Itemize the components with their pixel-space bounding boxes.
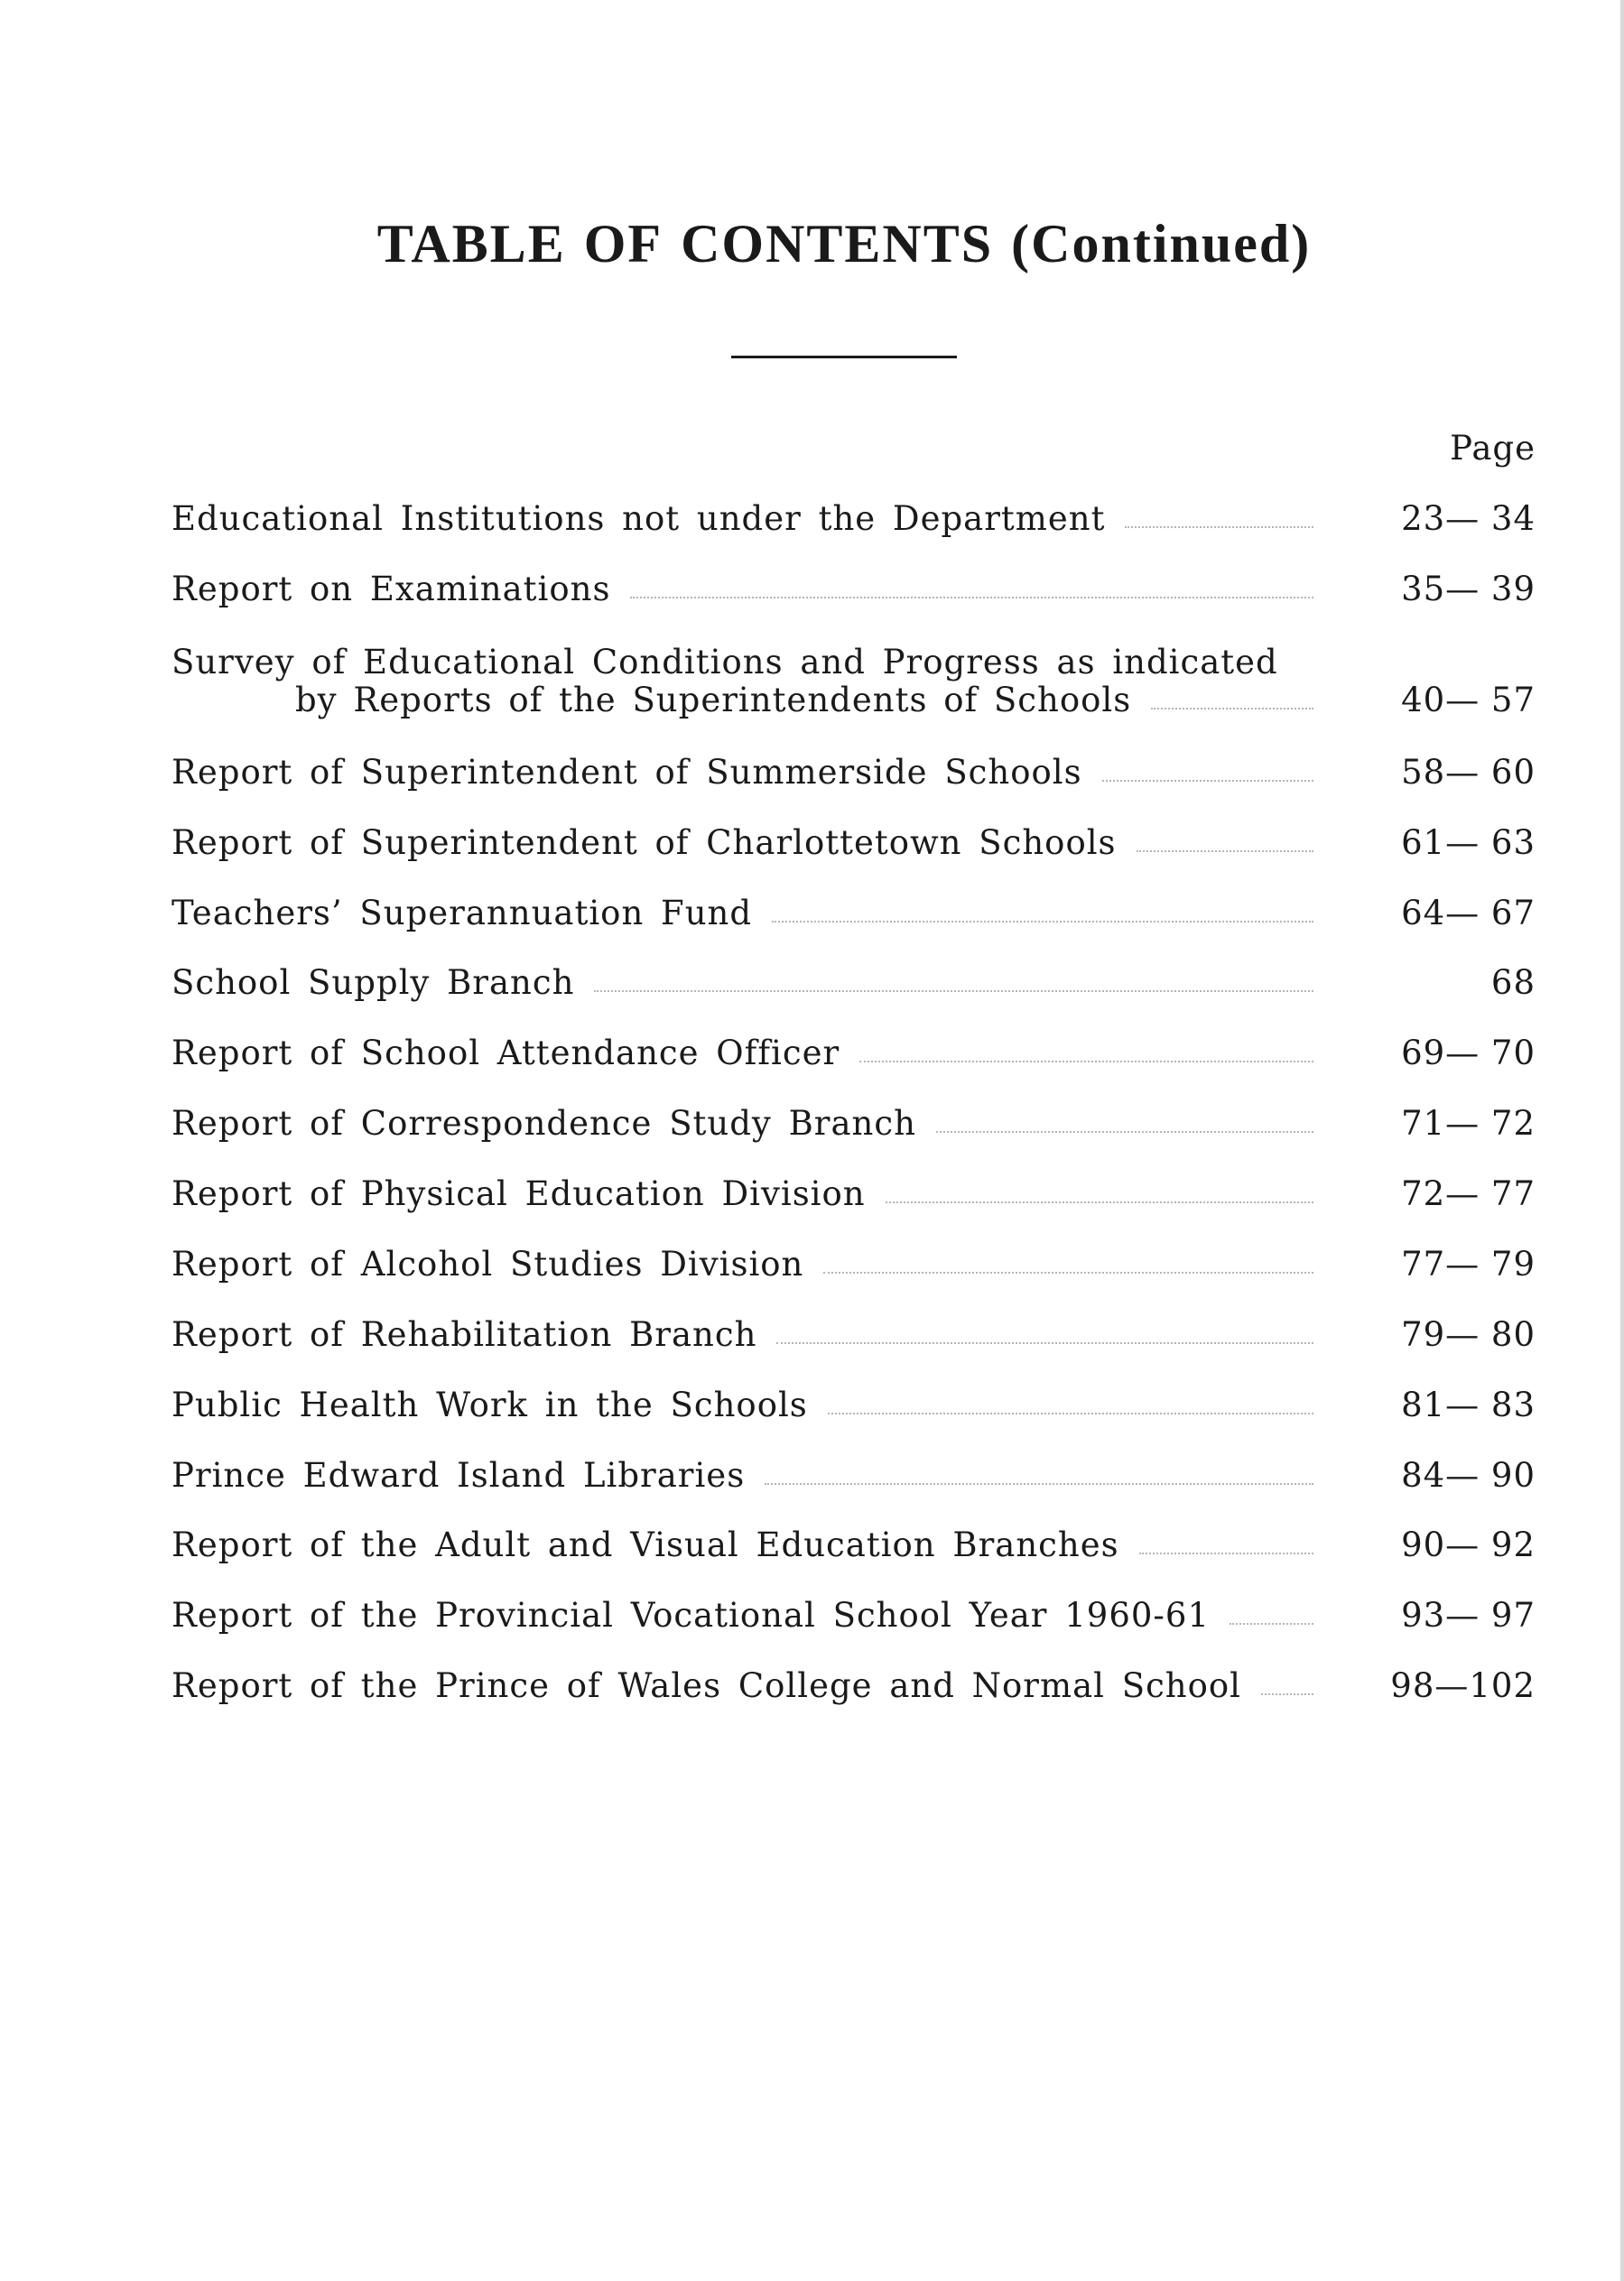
page-title xyxy=(0,213,1624,275)
dot-leader xyxy=(1125,526,1313,528)
toc-entry-title: Report of the Adult and Visual Education Branches xyxy=(172,1525,1119,1564)
toc-entry-title: Public Health Work in the Schools xyxy=(172,1386,808,1424)
dot-leader xyxy=(594,990,1313,992)
toc-entry xyxy=(172,1104,1536,1144)
toc-entry-title: Teachers’ Superannuation Fund xyxy=(172,894,753,932)
toc-entry-pages: 71— 72 xyxy=(1401,1104,1536,1143)
toc-entry-pages: 35— 39 xyxy=(1401,570,1536,608)
toc-entry xyxy=(172,1174,1536,1214)
toc-entry xyxy=(172,570,1536,609)
toc-entry xyxy=(172,1666,1536,1706)
toc-entry-pages: 98—102 xyxy=(1390,1666,1536,1705)
page-column-header: Page xyxy=(1450,429,1536,468)
toc-entry-pages: 64— 67 xyxy=(1401,894,1536,932)
toc-entry-pages: 58— 60 xyxy=(1401,753,1536,792)
dot-leader xyxy=(776,1342,1313,1344)
toc-entry-title: Report of Alcohol Studies Division xyxy=(172,1245,804,1284)
dot-leader xyxy=(1102,780,1313,782)
toc-entry-title: Report of the Provincial Vocational School Year 1960-61 xyxy=(172,1596,1211,1635)
toc-entry-title: Report of School Attendance Officer xyxy=(172,1034,840,1072)
toc-entry xyxy=(172,894,1536,933)
toc-entry-title: Report of Rehabilitation Branch xyxy=(172,1315,757,1354)
toc-entry xyxy=(172,1386,1536,1425)
toc-entry-title: Report on Examinations xyxy=(172,570,611,608)
dot-leader xyxy=(828,1413,1313,1414)
dot-leader xyxy=(1137,850,1313,852)
toc-entry-title: Report of Physical Education Division xyxy=(172,1174,866,1213)
title-underline-rule xyxy=(731,356,957,358)
dot-leader xyxy=(859,1061,1313,1062)
title-word: TABLE xyxy=(376,214,566,274)
toc-entry-title: Report of Superintendent of Summerside Schools xyxy=(172,753,1082,792)
page-edge-shadow xyxy=(1620,0,1624,2281)
dot-leader xyxy=(765,1483,1313,1485)
toc-entry-title: Report of Superintendent of Charlottetown Schools xyxy=(172,823,1117,862)
toc-entry xyxy=(172,1596,1536,1636)
toc-entry-pages: 77— 79 xyxy=(1401,1245,1536,1284)
toc-entry-pages: 93— 97 xyxy=(1401,1596,1536,1635)
dot-leader xyxy=(823,1272,1313,1274)
toc-entry xyxy=(172,643,1536,722)
toc-entry-pages: 81— 83 xyxy=(1401,1386,1536,1424)
toc-entry-title: Survey of Educational Conditions and Progress as indicated xyxy=(172,643,1278,682)
toc-entry-pages: 69— 70 xyxy=(1401,1034,1536,1072)
toc-entry-pages: 68 xyxy=(1490,963,1536,1002)
toc-entry xyxy=(172,1034,1536,1073)
toc-entry xyxy=(172,1245,1536,1284)
title-word: CONTENTS xyxy=(681,214,994,274)
title-word: (Continued) xyxy=(1011,214,1312,274)
toc-entry-title-continued: by Reports of the Superintendents of Schools xyxy=(295,681,1132,719)
toc-entry xyxy=(172,499,1536,539)
toc-entry xyxy=(172,1456,1536,1496)
toc-entry-title: Report of Correspondence Study Branch xyxy=(172,1104,916,1143)
dot-leader xyxy=(936,1131,1313,1133)
toc-entry-pages: 72— 77 xyxy=(1401,1174,1536,1213)
toc-entry-pages: 90— 92 xyxy=(1401,1525,1536,1564)
toc-entry-pages: 23— 34 xyxy=(1401,499,1536,538)
dot-leader xyxy=(1151,708,1313,709)
dot-leader xyxy=(1230,1623,1313,1625)
toc-entry-pages: 84— 90 xyxy=(1401,1456,1536,1495)
dot-leader xyxy=(1139,1553,1313,1554)
toc-entry-title: Educational Institutions not under the Department xyxy=(172,499,1106,538)
toc-entry xyxy=(172,963,1536,1003)
toc-entry-title: Prince Edward Island Libraries xyxy=(172,1456,746,1495)
title-word: OF xyxy=(583,214,664,274)
toc-entry xyxy=(172,753,1536,793)
toc-entry-title: Report of the Prince of Wales College and Normal School xyxy=(172,1666,1242,1705)
dot-leader xyxy=(886,1201,1313,1203)
toc-entry-pages: 61— 63 xyxy=(1401,823,1536,862)
toc-entry-pages: 79— 80 xyxy=(1401,1315,1536,1354)
toc-entry xyxy=(172,1315,1536,1355)
toc-entry xyxy=(172,823,1536,863)
dot-leader xyxy=(772,921,1313,923)
dot-leader xyxy=(1261,1693,1313,1695)
toc-entry-pages: 40— 57 xyxy=(1401,681,1536,719)
toc-entry-title: School Supply Branch xyxy=(172,963,575,1002)
dot-leader xyxy=(630,597,1313,598)
toc-entry xyxy=(172,1525,1536,1565)
